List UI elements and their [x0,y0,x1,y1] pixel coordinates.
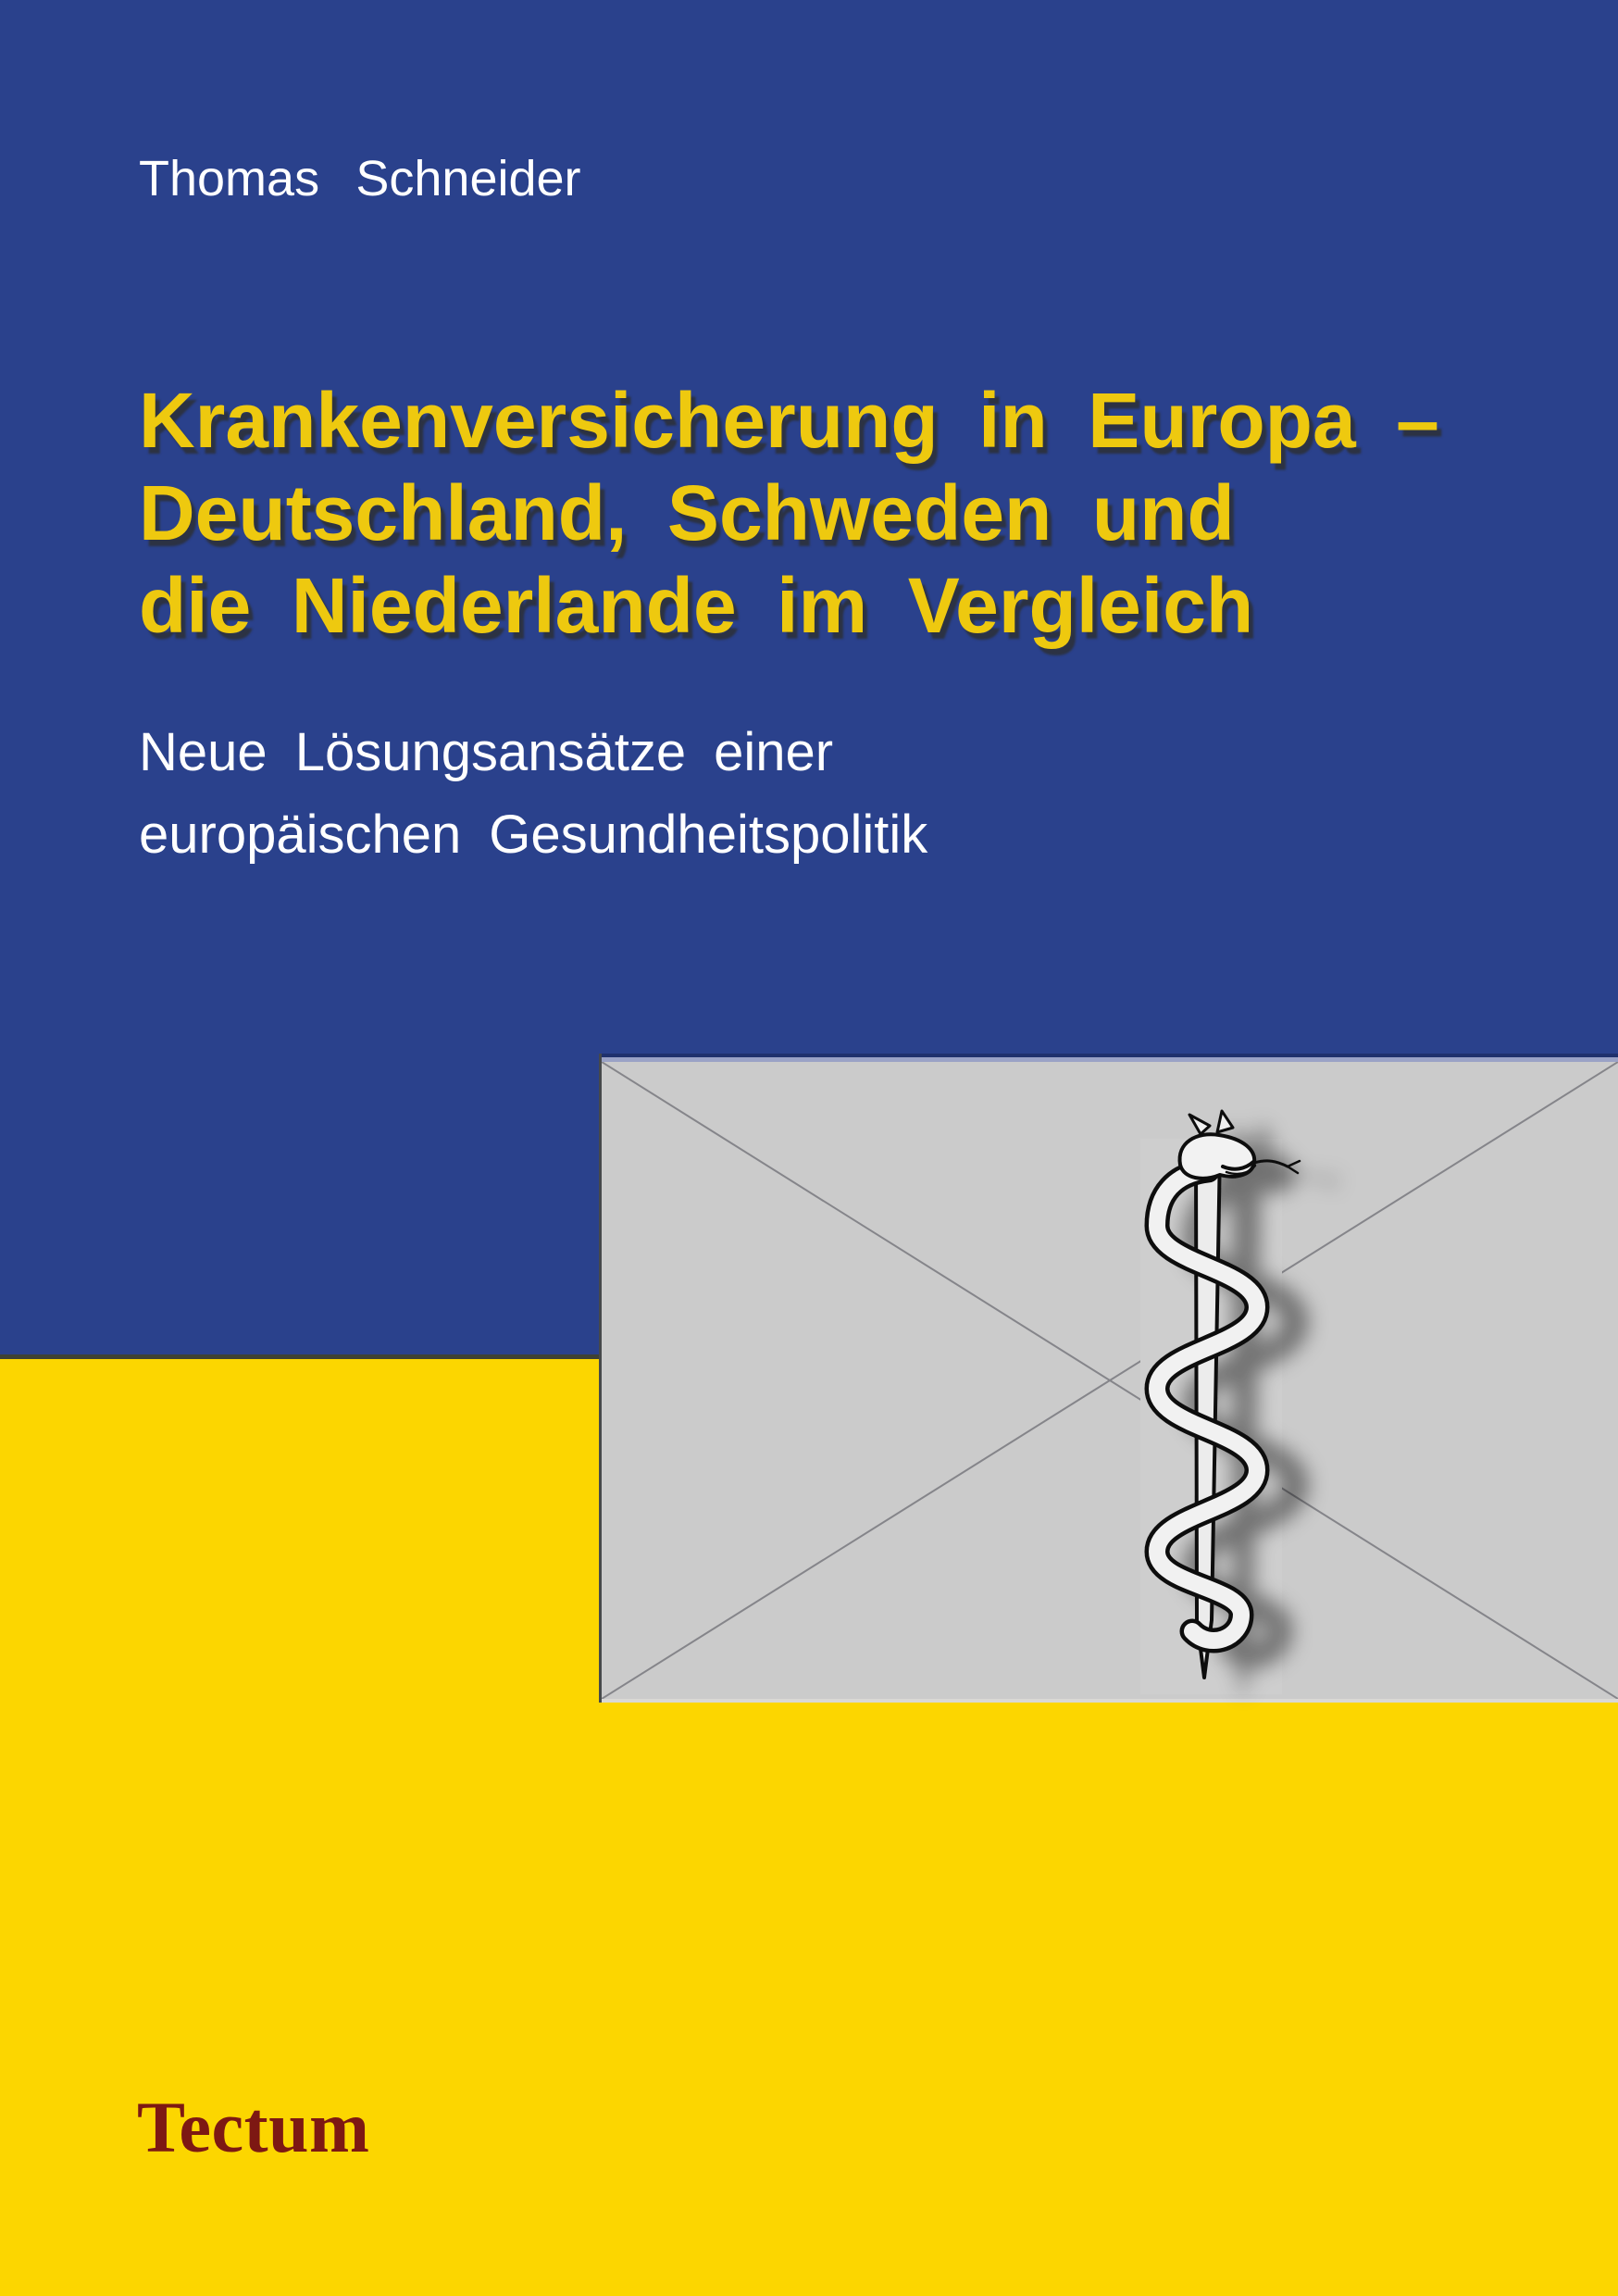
subtitle-line: Neue Lösungsansätze einer [139,722,834,782]
rod-of-asclepius-icon [1115,1109,1356,1711]
title-line: Deutschland, Schweden und [139,469,1235,556]
photo-bottom-edge [602,1699,1618,1703]
book-title [139,374,1439,652]
blue-yellow-divider [0,1354,602,1359]
title-line: die Niederlande im Vergleich [139,562,1254,649]
author-name: Thomas Schneider [139,151,581,206]
cover-image-placeholder [599,1054,1618,1703]
title-line: Krankenversicherung in Europa – [139,377,1439,464]
placeholder-x-icon [602,1062,1618,1699]
subtitle-line: europäischen Gesundheitspolitik [139,805,928,865]
publisher-logo: Tectum [137,2087,370,2167]
book-subtitle [139,711,927,876]
